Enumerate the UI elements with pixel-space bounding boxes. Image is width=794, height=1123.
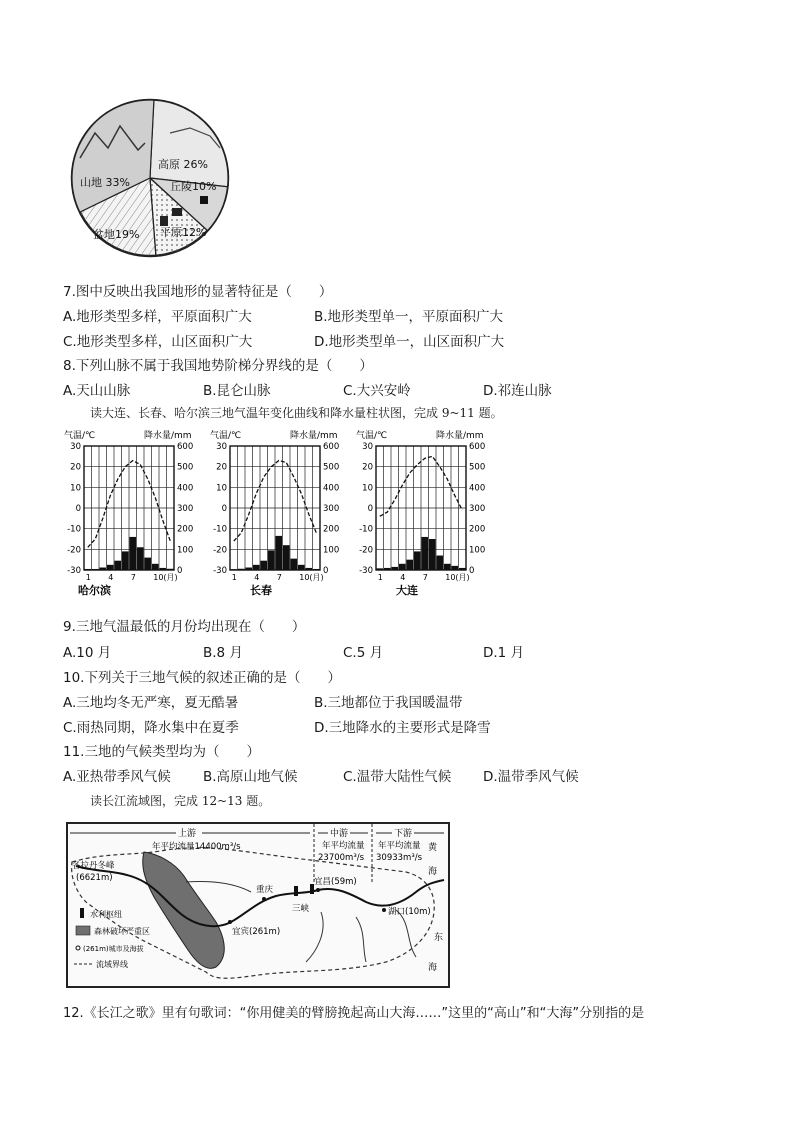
q9-stem: 9.三地气温最低的月份均出现在（ ） xyxy=(63,619,306,635)
yichang-marker xyxy=(316,888,320,892)
precip-bar xyxy=(422,537,429,570)
precip-bar xyxy=(246,568,253,570)
temp-axis-title: 气温/℃ xyxy=(64,431,96,441)
yangtze-basin-map xyxy=(66,822,450,988)
q10-stem: 10.下列关于三地气候的叙述正确的是（ ） xyxy=(63,670,341,686)
precip-bar xyxy=(283,545,290,570)
precip-tick: 600 xyxy=(469,442,486,452)
month-tick: 1 xyxy=(377,573,383,582)
plain-building xyxy=(172,208,182,216)
q8-option-d[interactable]: D.祁连山脉 xyxy=(483,383,552,399)
intro-9-11: 读大连、长春、哈尔滨三地气温年变化曲线和降水量柱状图，完成 9~11 题。 xyxy=(90,406,503,420)
month-tick: 10(月) xyxy=(153,573,178,582)
temp-tick: -20 xyxy=(213,545,227,556)
sea-label-hai1: 海 xyxy=(428,867,438,877)
temp-tick: 10 xyxy=(362,483,373,494)
temp-tick: 20 xyxy=(216,462,227,473)
precip-tick: 500 xyxy=(469,462,486,473)
temp-tick: 10 xyxy=(70,483,81,494)
sanxia-label: 三峡 xyxy=(292,904,310,914)
q11-option-c[interactable]: C.温带大陆性气候 xyxy=(343,769,452,785)
precip-bar xyxy=(276,536,283,570)
pie-label-hill: 丘陵10% xyxy=(170,180,217,193)
q9-option-b[interactable]: B.8 月 xyxy=(203,645,243,661)
month-tick: 1 xyxy=(231,573,237,582)
middle-flow: 23700m³/s xyxy=(318,853,365,863)
temp-tick: -10 xyxy=(359,524,373,535)
temp-tick: 0 xyxy=(221,504,227,514)
city-title: 大连 xyxy=(396,584,418,597)
precip-bar xyxy=(298,565,305,570)
temp-tick: 20 xyxy=(362,462,373,473)
plain-building xyxy=(200,196,208,204)
q9-option-a[interactable]: A.10 月 xyxy=(63,645,112,661)
pie-label-mountain: 山地 33% xyxy=(80,176,130,189)
q8-option-a[interactable]: A.天山山脉 xyxy=(63,383,131,399)
precip-bar xyxy=(137,547,144,570)
precip-bar xyxy=(107,565,114,570)
precip-bar xyxy=(145,558,152,570)
pie-label-plain: 平原12% xyxy=(160,226,207,239)
temp-tick: -10 xyxy=(67,524,81,535)
city-title: 哈尔滨 xyxy=(78,584,111,597)
precip-bar xyxy=(437,556,444,570)
temp-tick: 10 xyxy=(216,483,227,494)
precip-bar xyxy=(291,559,298,570)
yibin-label: 宜宾(261m) xyxy=(232,927,281,937)
precip-tick: 400 xyxy=(177,483,194,494)
precip-bar xyxy=(414,551,421,570)
sea-label-dong: 东 xyxy=(434,933,444,943)
city-title: 长春 xyxy=(250,584,272,597)
precip-bar xyxy=(253,565,260,570)
temp-axis-title: 气温/℃ xyxy=(210,431,242,441)
chongqing-marker xyxy=(262,897,266,901)
month-tick: 4 xyxy=(254,573,260,582)
precip-bar xyxy=(313,569,320,570)
climate-chart-1 xyxy=(210,429,339,597)
lower-flow: 30933m³/s xyxy=(376,853,423,863)
yibin-marker xyxy=(228,920,232,924)
precip-bar xyxy=(399,564,406,570)
pie-label-plateau: 高原 26% xyxy=(158,158,208,171)
middle-label: 中游 xyxy=(330,829,349,839)
temp-tick: -30 xyxy=(67,566,81,576)
source-peak-label: 各拉丹冬峰 xyxy=(72,861,115,871)
lower-flow-label: 年平均流量 xyxy=(378,841,421,851)
precip-bar xyxy=(115,561,122,570)
precip-tick: 600 xyxy=(323,442,340,452)
legend-boundary-label: 流域界线 xyxy=(96,960,128,969)
q11-option-a[interactable]: A.亚热带季风气候 xyxy=(63,769,171,785)
q7-option-c[interactable]: C.地形类型多样，山区面积广大 xyxy=(63,334,253,350)
precip-axis-title: 降水量/mm xyxy=(144,431,192,441)
upper-label: 上游 xyxy=(178,829,197,839)
climate-chart-0 xyxy=(64,429,193,597)
temp-tick: 0 xyxy=(75,504,81,514)
plain-building xyxy=(160,216,168,226)
precip-tick: 600 xyxy=(177,442,194,452)
q11-option-b[interactable]: B.高原山地气候 xyxy=(203,769,298,785)
month-tick: 10(月) xyxy=(445,573,470,582)
temp-tick: -30 xyxy=(359,566,373,576)
temp-axis-title: 气温/℃ xyxy=(356,431,388,441)
precip-tick: 500 xyxy=(177,462,194,473)
precip-tick: 100 xyxy=(469,545,486,556)
q11-option-d[interactable]: D.温带季风气候 xyxy=(483,769,579,785)
precip-bar xyxy=(231,569,238,570)
legend-forest-symbol xyxy=(76,926,90,935)
precip-tick: 400 xyxy=(469,483,486,494)
climate-charts-figure xyxy=(62,424,502,606)
precip-bar xyxy=(92,569,99,570)
hukou-marker xyxy=(382,908,386,912)
precip-tick: 100 xyxy=(323,545,340,556)
precip-tick: 500 xyxy=(323,462,340,473)
temp-tick: 0 xyxy=(367,504,373,514)
q10-option-b[interactable]: B.三地都位于我国暖温带 xyxy=(314,695,463,711)
legend-dam-symbol xyxy=(80,908,84,918)
q8-stem: 8.下列山脉不属于我国地势阶梯分界线的是（ ） xyxy=(63,358,373,374)
temp-tick: -10 xyxy=(213,524,227,535)
month-tick: 10(月) xyxy=(299,573,324,582)
precip-axis-title: 降水量/mm xyxy=(290,431,338,441)
yichang-label: 宜昌(59m) xyxy=(314,877,357,887)
precip-tick: 200 xyxy=(323,524,340,535)
month-tick: 1 xyxy=(85,573,91,582)
precip-tick: 300 xyxy=(323,504,340,514)
precip-bar xyxy=(452,566,459,570)
q9-option-c[interactable]: C.5 月 xyxy=(343,645,384,661)
precip-bar xyxy=(429,539,436,570)
legend-forest-label: 森林破坏严重区 xyxy=(94,927,150,936)
precip-bar xyxy=(377,568,384,570)
precip-bar xyxy=(444,564,451,570)
q10-option-c[interactable]: C.雨热同期，降水集中在夏季 xyxy=(63,720,239,736)
temp-tick: 20 xyxy=(70,462,81,473)
upper-flow: 年平均流量14400m³/s xyxy=(152,842,241,852)
hukou-label: 湖口(10m) xyxy=(388,907,431,917)
pie-label-basin: 盆地19% xyxy=(93,228,140,241)
precip-tick: 300 xyxy=(469,504,486,514)
precip-bar xyxy=(407,560,414,570)
lower-label: 下游 xyxy=(394,829,413,839)
q10-option-a[interactable]: A.三地均冬无严寒，夏无酷暑 xyxy=(63,695,239,711)
dam-marker xyxy=(294,886,298,896)
temp-tick: 30 xyxy=(362,442,373,452)
precip-bar xyxy=(130,537,137,570)
precip-tick: 0 xyxy=(469,566,475,576)
source-elevation: (6621m) xyxy=(76,873,113,883)
legend-city-label: (261m)城市及海拔 xyxy=(83,945,144,953)
temp-tick: 30 xyxy=(70,442,81,452)
sea-label-hai2: 海 xyxy=(428,963,438,973)
precip-tick: 0 xyxy=(323,566,329,576)
q7-option-d[interactable]: D.地形类型单一，山区面积广大 xyxy=(314,334,505,350)
q7-option-a[interactable]: A.地形类型多样，平原面积广大 xyxy=(63,309,252,325)
precip-bar xyxy=(85,569,92,570)
precip-bar xyxy=(238,569,245,570)
precip-bar xyxy=(100,568,107,570)
q11-stem: 11.三地的气候类型均为（ ） xyxy=(63,744,260,760)
precip-tick: 300 xyxy=(177,504,194,514)
legend-dam-label: 水利枢纽 xyxy=(90,910,122,919)
month-tick: 7 xyxy=(276,573,282,582)
intro-12-13: 读长江流域图，完成 12~13 题。 xyxy=(90,794,271,808)
yangtze-map-svg xyxy=(66,822,450,988)
q8-option-c[interactable]: C.大兴安岭 xyxy=(343,383,411,399)
precip-tick: 200 xyxy=(469,524,486,535)
month-tick: 4 xyxy=(400,573,406,582)
precip-bar xyxy=(459,568,466,570)
precip-bar xyxy=(268,550,275,570)
month-tick: 7 xyxy=(422,573,428,582)
precip-bar xyxy=(384,568,391,570)
landform-pie-figure xyxy=(60,88,240,268)
temp-tick: 30 xyxy=(216,442,227,452)
middle-flow-label: 年平均流量 xyxy=(322,841,365,851)
precip-bar xyxy=(306,568,313,570)
month-tick: 7 xyxy=(130,573,136,582)
q9-option-d[interactable]: D.1 月 xyxy=(483,645,525,661)
precip-tick: 0 xyxy=(177,566,183,576)
climate-charts-svg xyxy=(62,424,502,606)
precip-bar xyxy=(261,561,268,570)
month-tick: 4 xyxy=(108,573,114,582)
chongqing-label: 重庆 xyxy=(256,885,274,895)
precip-tick: 200 xyxy=(177,524,194,535)
landform-pie-chart xyxy=(60,88,240,268)
sea-label-huang: 黄 xyxy=(428,843,438,853)
q7-stem: 7.图中反映出我国地形的显著特征是（ ） xyxy=(63,284,333,300)
precip-bar xyxy=(152,564,159,570)
precip-bar xyxy=(160,568,167,570)
precip-bar xyxy=(392,567,399,570)
q8-option-b[interactable]: B.昆仑山脉 xyxy=(203,383,271,399)
q10-option-d[interactable]: D.三地降水的主要形式是降雪 xyxy=(314,720,491,736)
precip-bar xyxy=(122,551,129,570)
precip-bar xyxy=(167,569,174,570)
q7-option-b[interactable]: B.地形类型单一，平原面积广大 xyxy=(314,309,504,325)
q12-stem: 12.《长江之歌》里有句歌词：“你用健美的臂膀挽起高山大海……”这里的“高山”和“大海”分别指的是 xyxy=(63,1006,645,1021)
precip-axis-title: 降水量/mm xyxy=(436,431,484,441)
temp-tick: -20 xyxy=(67,545,81,556)
precip-tick: 400 xyxy=(323,483,340,494)
climate-chart-2 xyxy=(356,429,485,597)
temp-tick: -20 xyxy=(359,545,373,556)
temp-tick: -30 xyxy=(213,566,227,576)
precip-tick: 100 xyxy=(177,545,194,556)
